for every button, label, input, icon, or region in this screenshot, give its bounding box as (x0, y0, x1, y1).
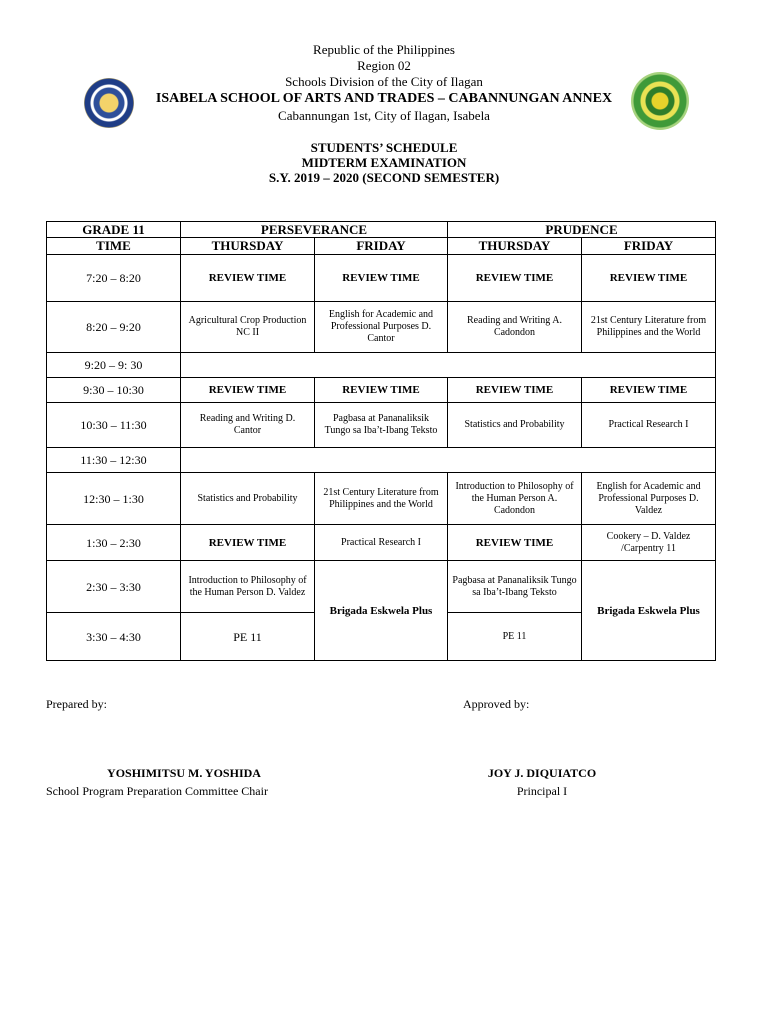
schedule-table (46, 221, 716, 661)
review-time-cell: REVIEW TIME (582, 255, 716, 302)
subject-cell: Introduction to Philosophy of the Human Person D. Valdez (181, 561, 315, 613)
approved-by-label: Approved by: (463, 697, 530, 711)
grade-header: GRADE 11 (47, 222, 181, 238)
time-header: TIME (47, 238, 181, 255)
approved-by-block (444, 766, 640, 781)
prepared-by-label: Prepared by: (46, 697, 107, 711)
table-row (47, 561, 716, 613)
review-time-cell: REVIEW TIME (315, 378, 448, 403)
subject-cell: Introduction to Philosophy of the Human Person A. Cadondon (448, 473, 582, 525)
review-time-cell: REVIEW TIME (448, 525, 582, 561)
document-titles (0, 140, 768, 185)
subject-cell: PE 11 (181, 613, 315, 661)
break-cell (181, 353, 716, 378)
prepared-by-title: School Program Preparation Committee Chair (46, 784, 268, 798)
review-time-cell: REVIEW TIME (582, 378, 716, 403)
time-cell: 2:30 – 3:30 (47, 561, 181, 613)
title-school-year: S.Y. 2019 – 2020 (SECOND SEMESTER) (268, 170, 500, 185)
subject-cell: Reading and Writing D. Cantor (181, 403, 315, 448)
section-header-perseverance: PERSEVERANCE (181, 222, 448, 238)
time-cell: 10:30 – 11:30 (47, 403, 181, 448)
table-row (47, 473, 716, 525)
prepared-by-name: YOSHIMITSU M. YOSHIDA (107, 766, 261, 780)
brigada-cell: Brigada Eskwela Plus (315, 561, 448, 661)
break-cell (181, 448, 716, 473)
subject-cell: Statistics and Probability (448, 403, 582, 448)
review-time-cell: REVIEW TIME (448, 255, 582, 302)
header-address: Cabannungan 1st, City of Ilagan, Isabela (278, 108, 490, 123)
subject-cell: Pagbasa at Pananaliksik Tungo sa Iba’t-Ibang Teksto (448, 561, 582, 613)
title-midterm: MIDTERM EXAMINATION (301, 155, 467, 170)
table-row (47, 238, 716, 255)
review-time-cell: REVIEW TIME (448, 378, 582, 403)
subject-cell: Practical Research I (315, 525, 448, 561)
subject-cell: Agricultural Crop Production NC II (181, 302, 315, 353)
school-seal-logo (631, 72, 689, 130)
subject-cell: Cookery – D. Valdez /Carpentry 11 (582, 525, 716, 561)
subject-cell: PE 11 (448, 613, 582, 661)
day-header-thursday: THURSDAY (448, 238, 582, 255)
table-row (47, 378, 716, 403)
time-cell: 8:20 – 9:20 (47, 302, 181, 353)
title-students-schedule: STUDENTS’ SCHEDULE (310, 140, 458, 155)
header-region: Region 02 (357, 58, 411, 73)
subject-cell: Statistics and Probability (181, 473, 315, 525)
table-row (47, 255, 716, 302)
table-row (47, 448, 716, 473)
prepared-by-block (46, 766, 322, 781)
header-division: Schools Division of the City of Ilagan (285, 74, 483, 89)
day-header-thursday: THURSDAY (181, 238, 315, 255)
header-school-name: ISABELA SCHOOL OF ARTS AND TRADES – CABANNUNGAN ANNEX (155, 91, 613, 106)
section-header-prudence: PRUDENCE (448, 222, 716, 238)
time-cell: 3:30 – 4:30 (47, 613, 181, 661)
time-cell: 7:20 – 8:20 (47, 255, 181, 302)
subject-cell: English for Academic and Professional Purposes D. Cantor (315, 302, 448, 353)
time-cell: 9:20 – 9: 30 (47, 353, 181, 378)
time-cell: 11:30 – 12:30 (47, 448, 181, 473)
table-row (47, 525, 716, 561)
review-time-cell: REVIEW TIME (315, 255, 448, 302)
time-cell: 12:30 – 1:30 (47, 473, 181, 525)
time-cell: 9:30 – 10:30 (47, 378, 181, 403)
approved-by-title: Principal I (516, 784, 568, 798)
subject-cell: Practical Research I (582, 403, 716, 448)
approved-by-name: JOY J. DIQUIATCO (487, 766, 597, 780)
table-row (47, 222, 716, 238)
day-header-friday: FRIDAY (315, 238, 448, 255)
brigada-cell: Brigada Eskwela Plus (582, 561, 716, 661)
review-time-cell: REVIEW TIME (181, 378, 315, 403)
table-row (47, 302, 716, 353)
review-time-cell: REVIEW TIME (181, 525, 315, 561)
subject-cell: 21st Century Literature from Philippines and the World (582, 302, 716, 353)
subject-cell: English for Academic and Professional Purposes D. Valdez (582, 473, 716, 525)
table-row (47, 353, 716, 378)
table-row (47, 403, 716, 448)
deped-seal-logo (84, 78, 134, 128)
review-time-cell: REVIEW TIME (181, 255, 315, 302)
day-header-friday: FRIDAY (582, 238, 716, 255)
subject-cell: 21st Century Literature from Philippines and the World (315, 473, 448, 525)
subject-cell: Pagbasa at Pananaliksik Tungo sa Iba’t-Ibang Teksto (315, 403, 448, 448)
subject-cell: Reading and Writing A. Cadondon (448, 302, 582, 353)
time-cell: 1:30 – 2:30 (47, 525, 181, 561)
header-republic: Republic of the Philippines (313, 42, 455, 57)
